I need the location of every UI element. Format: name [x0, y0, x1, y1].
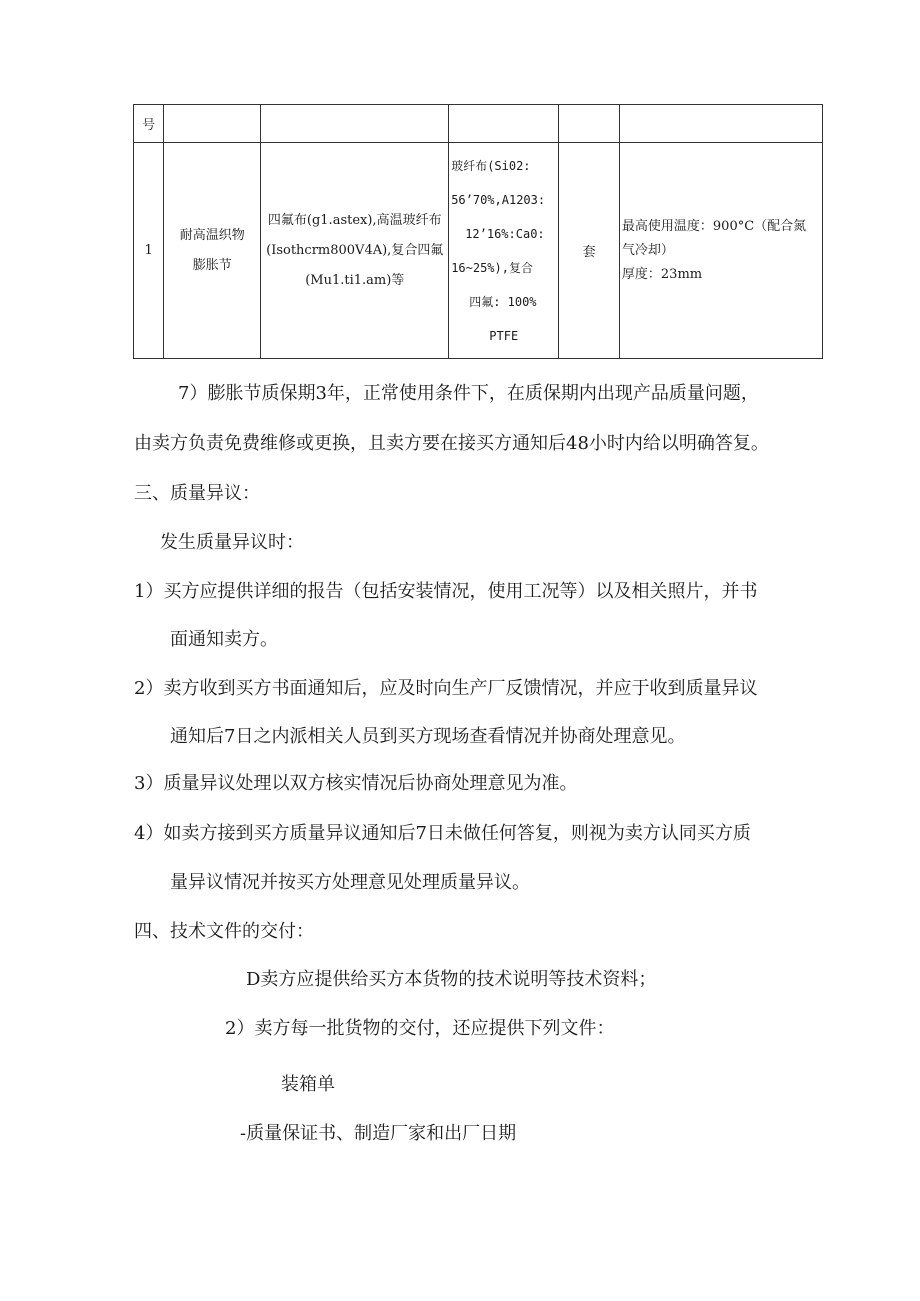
item-2-line2: 通知后7日之内派相关人员到买方现场查看情况并协商处理意见。 — [170, 726, 686, 747]
composition-line: PTFE — [489, 328, 519, 343]
spec-line: 厚度：23mm — [621, 266, 703, 282]
header-cell-no: 号 — [134, 105, 164, 143]
header-cell — [619, 105, 822, 143]
item-3: 3）质量异议处理以双方核实情况后协商处理意见为准。 — [134, 773, 578, 794]
spec-line: 最高使用温度：900°C（配合氮 — [621, 218, 807, 234]
section-4-item2: 2）卖方每一批货物的交付，还应提供下列文件： — [225, 1018, 615, 1039]
spec-table — [133, 104, 823, 359]
table-header-row — [134, 105, 823, 143]
doc-packing-list: 装箱单 — [281, 1074, 335, 1095]
composition-line: 56’70%,A1203: — [451, 192, 546, 207]
paragraph-7-line2: 由卖方负责免费维修或更换，且卖方要在接买方通知后48小时内给以明确答复。 — [134, 433, 769, 454]
composition-line: 玻纤布(Si02: — [451, 158, 531, 173]
cell-material: 四氟布(g1.astex),高温玻纤布(Isothcrm800V4A),复合四氟(Mu1.ti1.am)等 — [261, 143, 449, 359]
header-cell — [164, 105, 261, 143]
spec-line: 气冷却） — [621, 242, 674, 258]
header-cell — [559, 105, 620, 143]
item-4-line2: 量异议情况并按买方处理意见处理质量异议。 — [170, 872, 530, 893]
doc-quality-certificate: -质量保证书、制造厂家和出厂日期 — [240, 1123, 517, 1144]
table-row — [134, 143, 823, 359]
cell-composition — [449, 143, 559, 359]
cell-unit: 套 — [559, 143, 620, 359]
composition-line: 16~25%),复合 — [451, 260, 533, 275]
item-4-line1: 4）如卖方接到买方质量异议通知后7日未做任何答复，则视为卖方认同买方质 — [134, 823, 751, 844]
section-4-title: 四、技术文件的交付： — [134, 921, 314, 942]
composition-line: 四氟: 100% — [469, 294, 537, 309]
cell-no: 1 — [134, 143, 164, 359]
cell-name: 耐高温织物膨胀节 — [164, 143, 261, 359]
composition-line: 12’16%:Ca0: — [465, 226, 545, 241]
section-3-intro: 发生质量异议时： — [160, 532, 304, 553]
paragraph-7-line1: 7）膨胀节质保期3年，正常使用条件下，在质保期内出现产品质量问题， — [178, 383, 759, 404]
section-4-item1: D卖方应提供给买方本货物的技术说明等技术资料； — [246, 969, 657, 990]
header-cell — [449, 105, 559, 143]
item-2-line1: 2）卖方收到买方书面通知后，应及时向生产厂反馈情况，并应于收到质量异议 — [134, 678, 758, 699]
item-1-line2: 面通知卖方。 — [170, 629, 278, 650]
item-1-line1: 1）买方应提供详细的报告（包括安装情况，使用工况等）以及相关照片，并书 — [134, 581, 758, 602]
header-cell — [261, 105, 449, 143]
section-3-title: 三、质量异议： — [134, 483, 260, 504]
cell-spec — [619, 143, 822, 359]
